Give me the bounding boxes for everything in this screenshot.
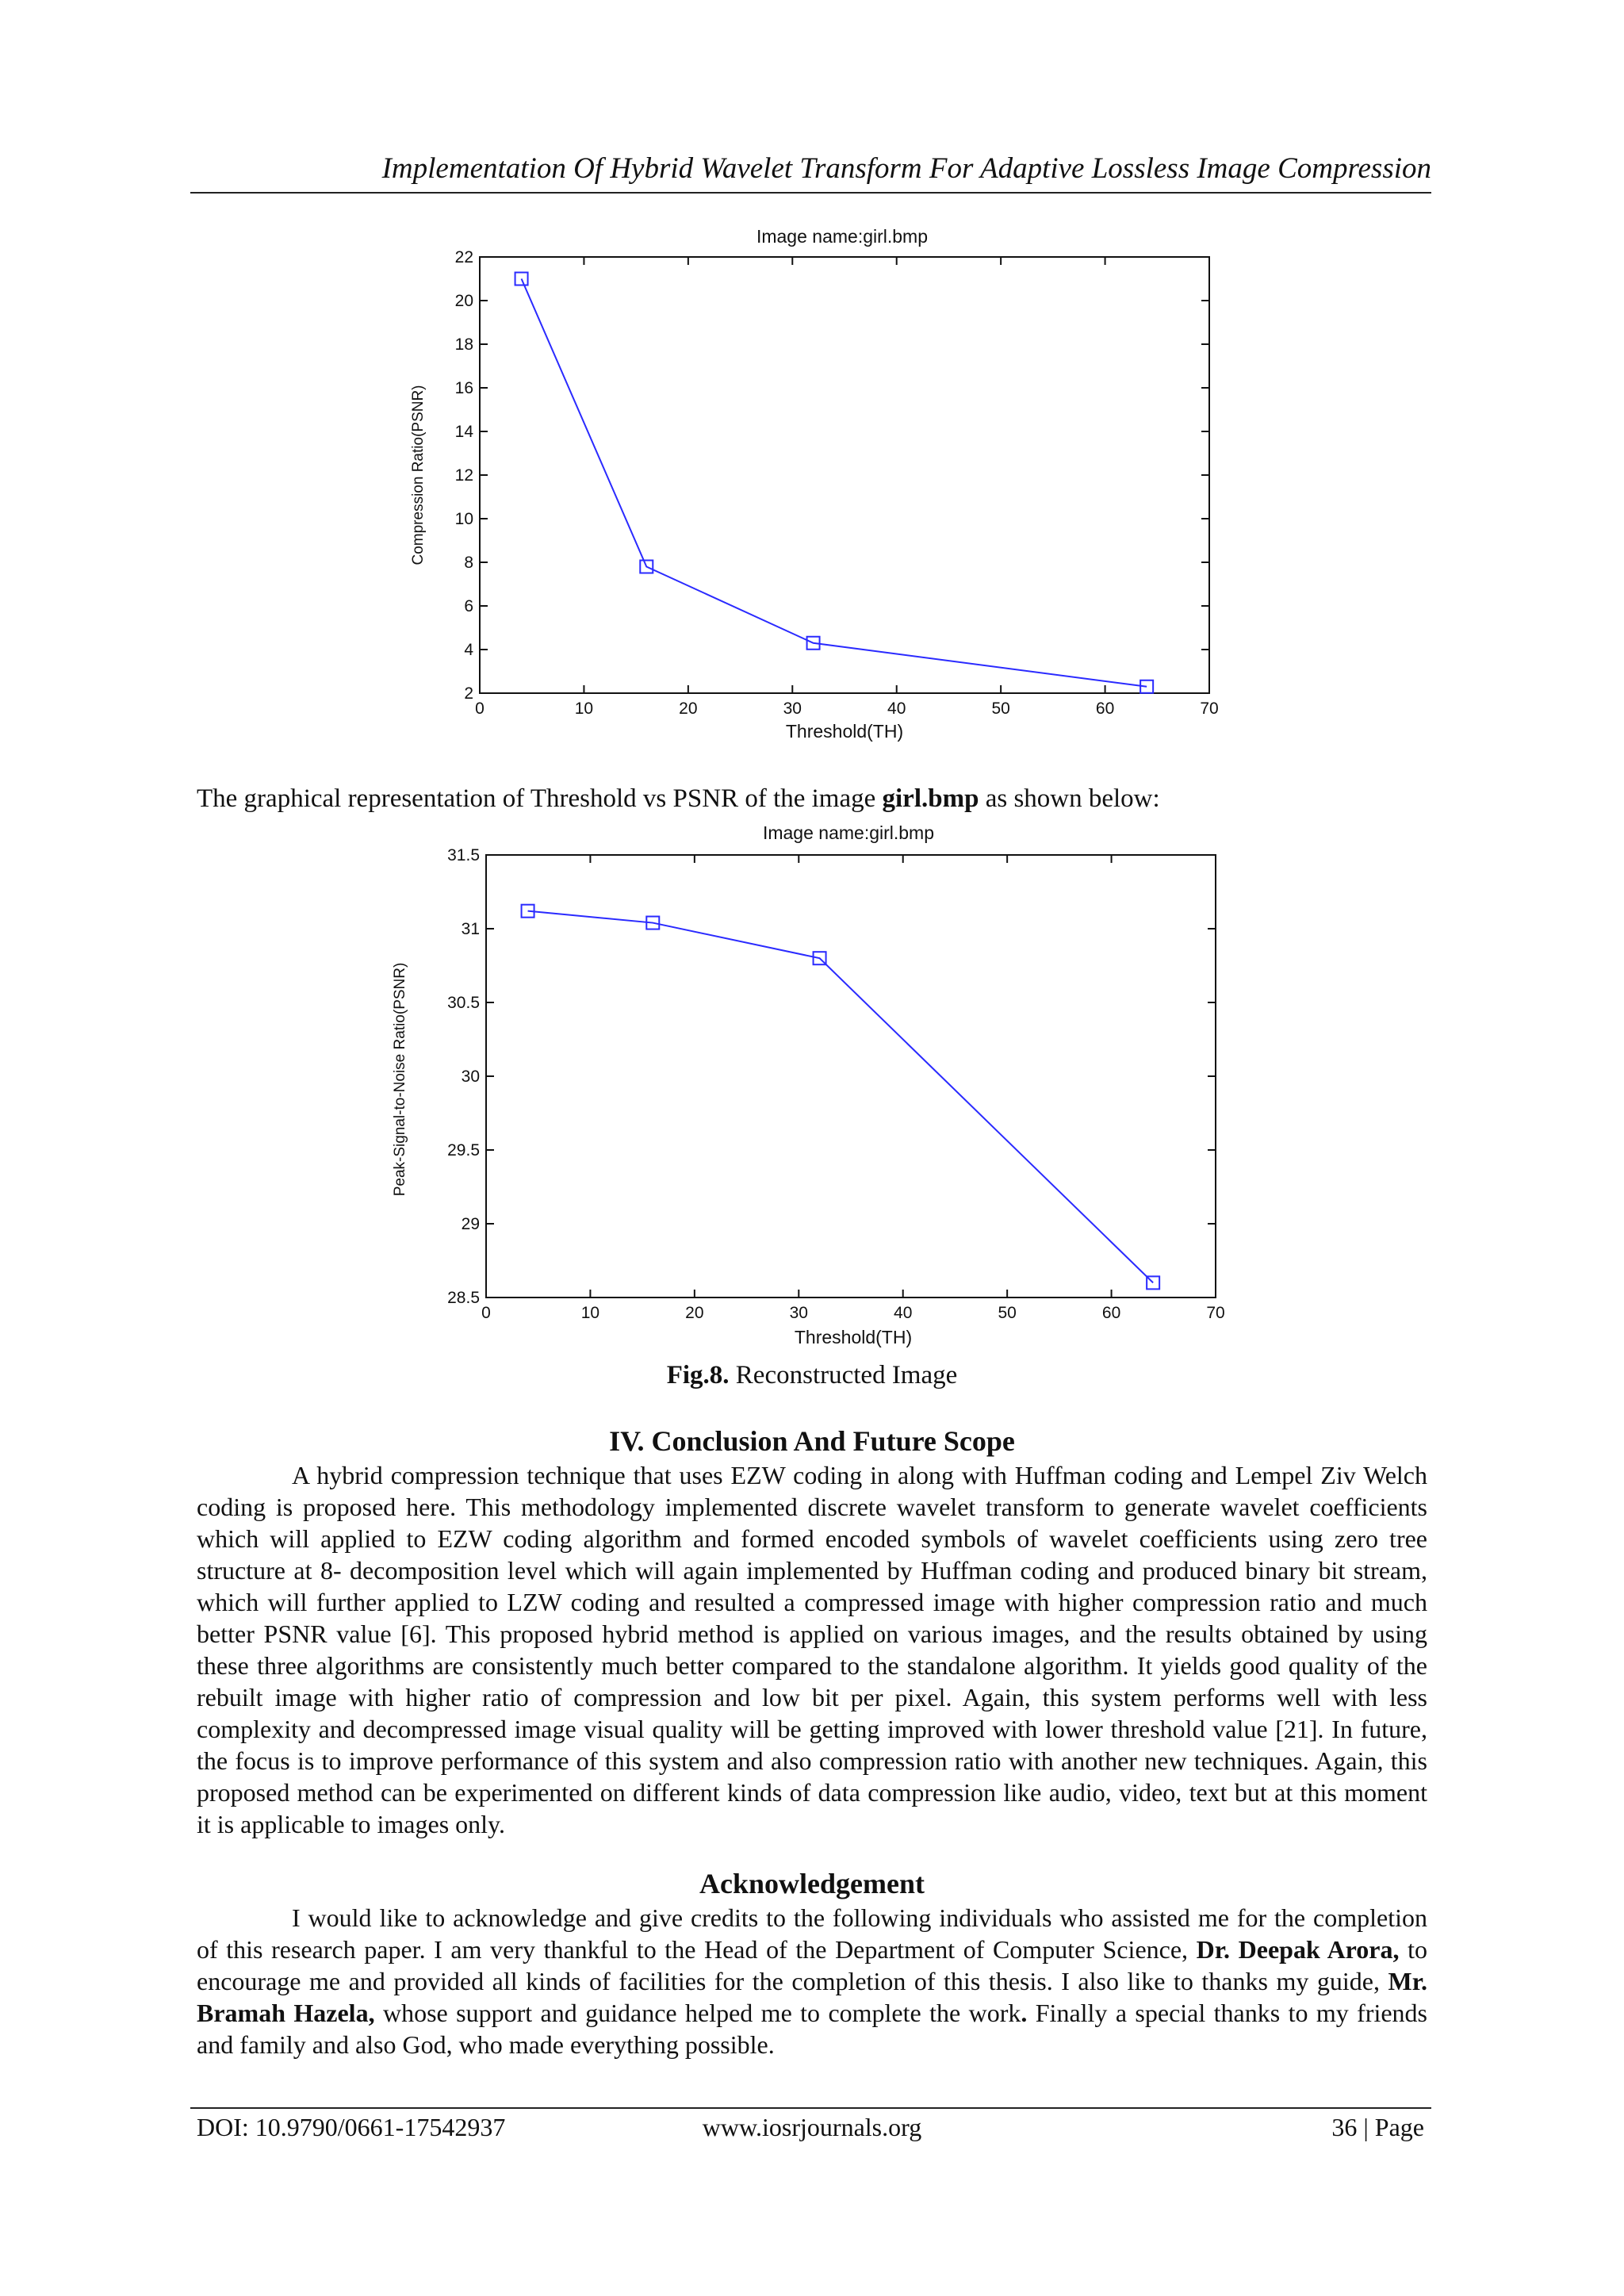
acknowledgement-text: Finally a special thanks to my friends and family and also God, who made everything possible. [197, 1999, 1428, 2059]
y-tick-label: 14 [454, 423, 473, 441]
y-tick-label: 30.5 [447, 994, 480, 1012]
figure-label: Fig.8. [666, 1361, 730, 1389]
x-tick-label: 70 [1200, 700, 1219, 718]
y-tick-label: 10 [454, 510, 473, 528]
y-tick-label: 22 [454, 248, 473, 266]
y-tick-label: 6 [464, 597, 473, 615]
series-line [522, 279, 1147, 687]
y-tick-label: 30 [461, 1068, 480, 1086]
x-tick-label: 40 [894, 1304, 913, 1322]
intro-text-part: as shown below: [979, 784, 1160, 813]
intro-image-name: girl.bmp [882, 784, 979, 813]
conclusion-text: A hybrid compression technique that uses EZW coding in along with Huffman coding and Lempel Ziv Welch coding is proposed here. This methodology implemented discrete wavelet transform to generate wavelet coefficients which will applied to EZW coding algorithm and formed encoded symbols of wavelet coefficients using zero tree structure at 8- decomposition level which will again implemented by Huffman coding and produced binary bit stream, which will further applied to LZW coding and resulted a compressed image with higher compression ratio and much better PSNR value [6]. This proposed hybrid method is applied on various images, and the results obtained by using these three algorithms are consistently much better compared to the standalone algorithm. It yields good quality of the rebuilt image with higher ratio of compression and low bit per pixel. Again, this system performs well with less complexity and decompressed image visual quality will be getting improved with lower threshold value [21]. In future, the focus is to improve performance of this system and also compression ratio with another new techniques. Again, this proposed method can be experimented on different kinds of data compression like audio, video, text but at this moment it is applicable to images only. [197, 1461, 1427, 1838]
acknowledgement-text: I would like to acknowledge and give credits to the following individuals who assisted me for the completion of this research paper. I am very thankful to the Head of the Department of Computer Science, [197, 1903, 1427, 1964]
y-tick-label: 29 [461, 1215, 480, 1233]
x-tick-label: 10 [574, 700, 594, 718]
intro-text-part: The graphical representation of Threshold vs PSNR of the image [197, 784, 883, 813]
y-tick-label: 2 [464, 684, 473, 703]
y-axis-label: Peak-Signal-to-Noise Ratio(PSNR) [392, 962, 408, 1197]
chart-plot-frame [480, 257, 1209, 693]
x-tick-label: 10 [580, 1304, 600, 1322]
y-tick-label: 4 [464, 641, 473, 659]
x-tick-label: 30 [783, 700, 802, 718]
x-tick-label: 70 [1206, 1304, 1225, 1322]
psnr-chart [387, 820, 1243, 1353]
x-tick-label: 0 [481, 1304, 491, 1322]
y-tick-label: 31 [461, 920, 480, 938]
conclusion-paragraph [197, 1459, 1427, 1840]
x-axis-label: Threshold(TH) [794, 1327, 913, 1347]
x-tick-label: 50 [998, 1304, 1017, 1322]
running-head: Implementation Of Hybrid Wavelet Transform For Adaptive Lossless Image Compression [381, 152, 1431, 185]
y-axis-label: Compression Ratio(PSNR) [410, 385, 427, 565]
y-tick-label: 8 [464, 554, 473, 572]
figure-caption-text: Reconstructed Image [729, 1361, 958, 1389]
acknowledged-person: Dr. Deepak Arora, [1196, 1935, 1400, 1964]
figure-intro-text [197, 781, 1434, 816]
y-tick-label: 12 [454, 466, 473, 485]
x-tick-label: 60 [1101, 1304, 1121, 1322]
data-point-marker [515, 273, 528, 286]
footer-page-number: 36 | Page [1331, 2113, 1424, 2141]
x-tick-label: 30 [789, 1304, 808, 1322]
footer-doi: DOI: 10.9790/0661-17542937 [197, 2113, 506, 2141]
chart-title: Image name:girl.bmp [762, 822, 935, 843]
compression-ratio-chart-svg [393, 224, 1241, 747]
y-tick-label: 31.5 [447, 846, 480, 864]
acknowledgement-text: whose support and guidance helped me to complete the work [374, 1999, 1021, 2027]
x-tick-label: 20 [679, 700, 698, 718]
y-tick-label: 16 [454, 379, 473, 397]
x-tick-label: 50 [991, 700, 1010, 718]
conclusion-heading: IV. Conclusion And Future Scope [609, 1425, 1015, 1457]
series-line [528, 911, 1154, 1283]
acknowledgement-text: to encourage me and provided all kinds of facilities for the completion of this thesis. I also like to thanks my guide, [197, 1935, 1428, 1995]
y-tick-label: 20 [454, 292, 473, 310]
footer-rule [190, 2107, 1431, 2109]
x-tick-label: 40 [887, 700, 906, 718]
compression-ratio-chart [393, 224, 1241, 747]
x-tick-label: 0 [475, 700, 485, 718]
acknowledgement-period: . [1021, 1999, 1028, 2027]
acknowledgement-paragraph [197, 1902, 1427, 2060]
x-axis-label: Threshold(TH) [785, 721, 904, 742]
footer-website: www.iosrjournals.org [702, 2113, 922, 2141]
y-tick-label: 29.5 [447, 1141, 480, 1159]
chart-plot-frame [486, 855, 1216, 1297]
x-tick-label: 60 [1095, 700, 1115, 718]
y-tick-label: 18 [454, 335, 473, 354]
x-tick-label: 20 [685, 1304, 704, 1322]
acknowledgement-heading: Acknowledgement [699, 1868, 925, 1899]
psnr-chart-svg [387, 820, 1243, 1353]
chart-title: Image name:girl.bmp [756, 226, 929, 247]
figure-caption [0, 1358, 1624, 1393]
header-rule [190, 192, 1431, 194]
y-tick-label: 28.5 [447, 1289, 480, 1307]
acknowledged-person: Mr. Bramah Hazela, [197, 1967, 1427, 2027]
